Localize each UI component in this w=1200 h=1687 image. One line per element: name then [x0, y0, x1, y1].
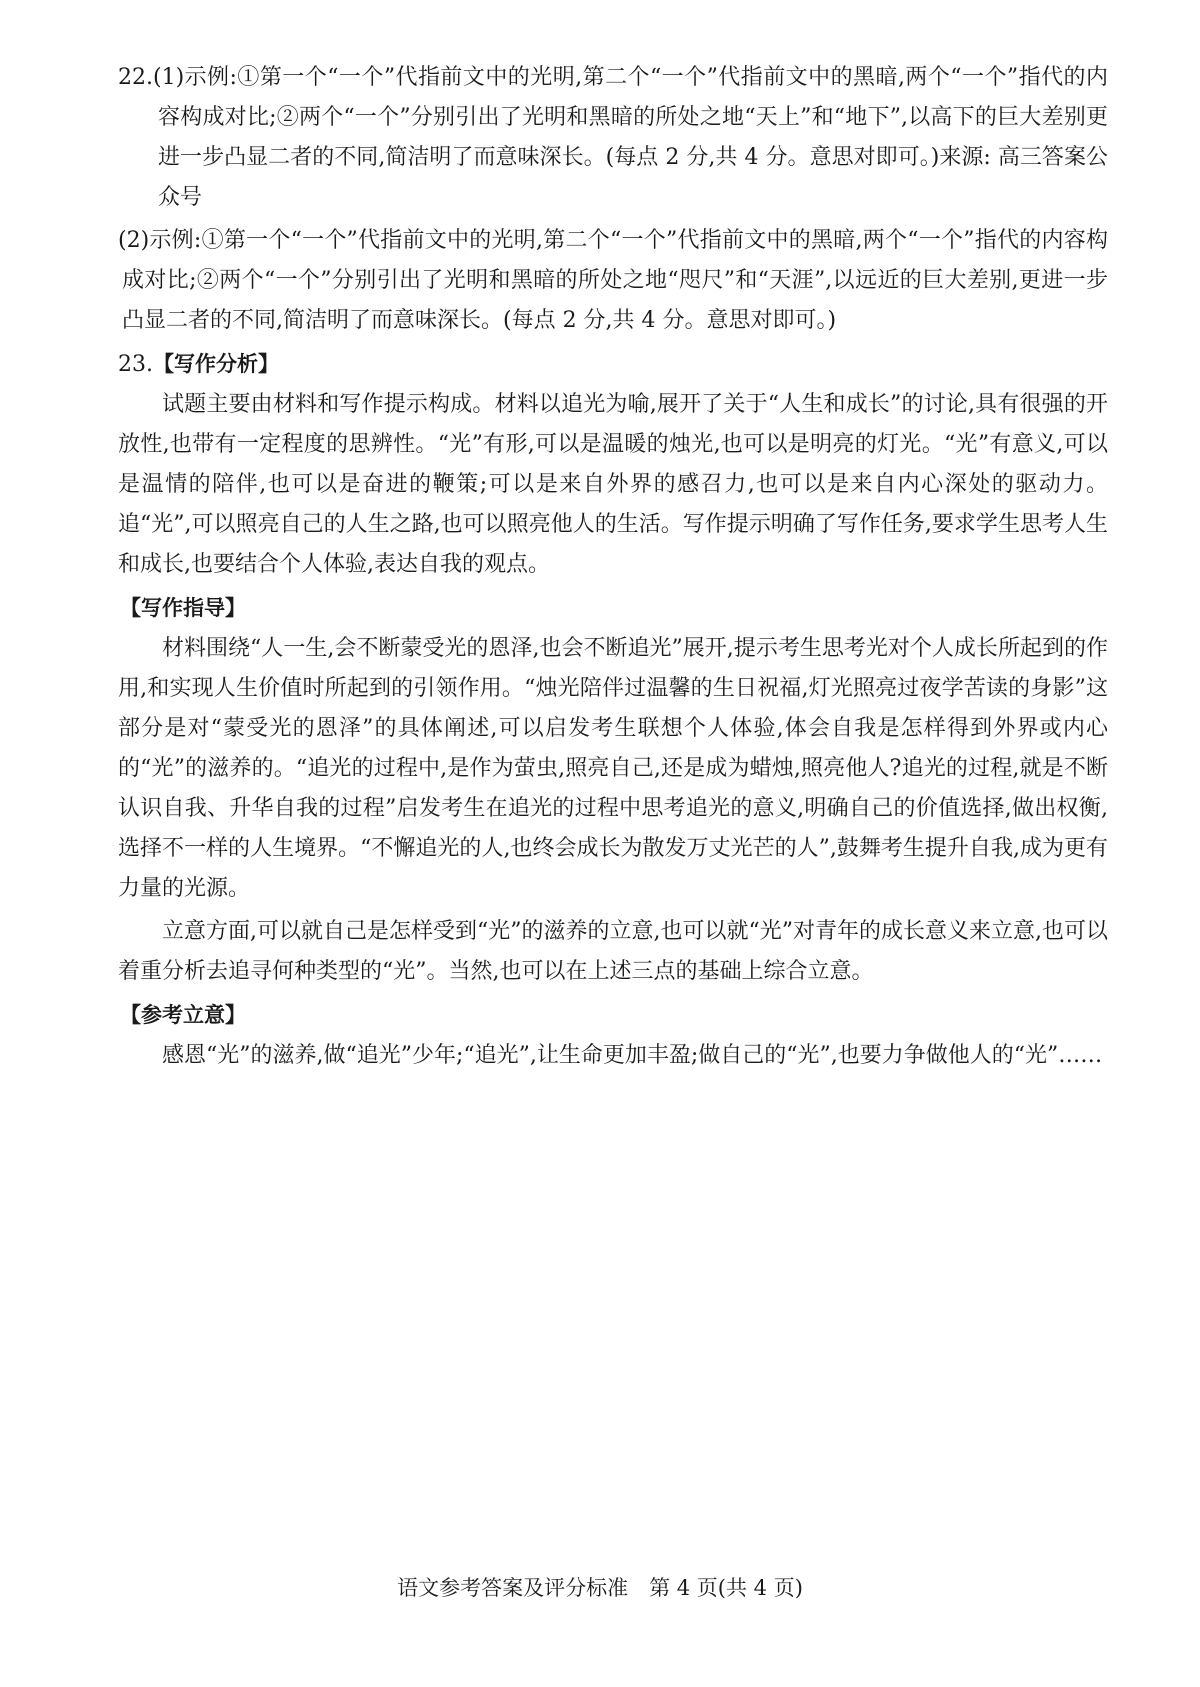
- analysis-paragraph: 试题主要由材料和写作提示构成。材料以追光为喻,展开了关于“人生和成长”的讨论,具有很强的开放性,也带有一定程度的思辨性。“光”有形,可以是温暖的烛光,也可以是明亮的灯光。“光”有意义,可以是温情的陪伴,也可以是奋进的鞭策;可以是来自外界的感召力,也可以是来自内心深处的驱动力。追“光”,可以照亮自己的人生之路,也可以照亮他人的生活。写作提示明确了写作任务,要求学生思考人生和成长,也要结合个人体验,表达自我的观点。: [118, 392, 1108, 577]
- guidance-paragraph-1: 材料围绕“人一生,会不断蒙受光的恩泽,也会不断追光”展开,提示考生思考光对个人成长所起到的作用,和实现人生价值时所起到的引领作用。“烛光陪伴过温馨的生日祝福,灯光照亮过夜学苦读的身影”这部分是对“蒙受光的恩泽”的具体阐述,可以启发考生联想个人体验,体会自我是怎样得到外界或内心的“光”的滋养的。“追光的过程中,是作为萤虫,照亮自己,还是成为蜡烛,照亮他人?追光的过程,就是不断认识自我、升华自我的过程”启发考生在追光的过程中思考追光的意义,明确自己的价值选择,做出权衡,选择不一样的人生境界。“不懈追光的人,也终会成长为散发万丈光芒的人”,鼓舞考生提升自我,成为更有力量的光源。: [118, 636, 1108, 901]
- guidance-paragraph-2: 立意方面,可以就自己是怎样受到“光”的滋养的立意,也可以就“光”对青年的成长意义来立意,也可以着重分析去追寻何种类型的“光”。当然,也可以在上述三点的基础上综合立意。: [118, 919, 1108, 984]
- page-footer: 语文参考答案及评分标准 第 4 页(共 4 页): [397, 1576, 803, 1600]
- q22-part1: 22.(1)示例:①第一个“一个”代指前文中的光明,第二个“一个”代指前文中的黑暗,两个“一个”指代的内容构成对比;②两个“一个”分别引出了光明和黑暗的所处之地“天上”和“地下”,以高下的巨大差别更进一步凸显二者的不同,简洁明了而意味深长。(每点 2 分,共 4 分。意思对即可。)来源: 高三答案公众号: [118, 65, 1108, 210]
- reference-heading-line: [118, 995, 1108, 1036]
- q23-header: [118, 344, 1108, 385]
- guidance-heading: 【写作指导】: [120, 596, 246, 620]
- reference-paragraph: 感恩“光”的滋养,做“追光”少年;“追光”,让生命更加丰盈;做自己的“光”,也要力争做他人的“光”……: [162, 1043, 1103, 1068]
- reference-heading: 【参考立意】: [120, 1003, 246, 1027]
- analysis-heading: 【写作分析】: [153, 352, 279, 376]
- guidance-heading-line: [118, 588, 1108, 629]
- answer-content: [118, 58, 1108, 1076]
- q23-number: 23.: [118, 352, 153, 377]
- q22-part2: (2)示例:①第一个“一个”代指前文中的光明,第二个“一个”代指前文中的黑暗,两个“一个”指代的内容构成对比;②两个“一个”分别引出了光明和黑暗的所处之地“咫尺”和“天涯”,以远近的巨大差别,更进一步凸显二者的不同,简洁明了而意味深长。(每点 2 分,共 4 分。意思对即可。): [118, 228, 1108, 333]
